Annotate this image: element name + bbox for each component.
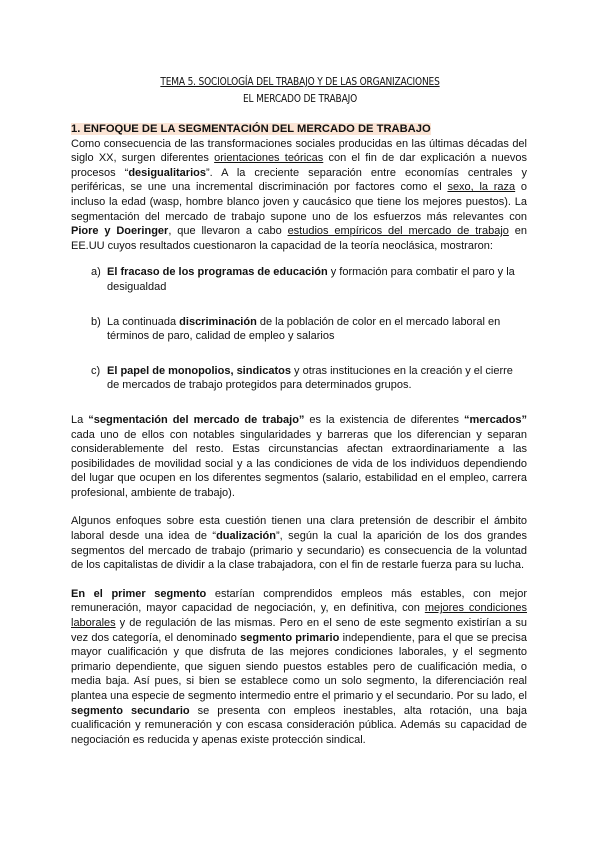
intro-paragraph (71, 137, 527, 254)
bold-term: “segmentación del mercado de trabajo” (88, 413, 305, 426)
text-run: , que llevaron a cabo (168, 225, 288, 238)
text-run: de la población de color en el mercado laboral en términos de paro, calidad de empleo y salarios (107, 315, 501, 343)
document-body (71, 122, 527, 747)
bold-term: segmento primario (240, 631, 340, 644)
list-item (71, 265, 527, 294)
bold-term: “mercados” (464, 413, 527, 426)
bold-term: En el primer segmento (71, 587, 207, 600)
text-run: ”, según la cual la aparición de los dos grandes segmentos del mercado de trabajo (primario y secundario) es consecuencia de la voluntad de los capitalistas de dividir a la clase trabajadora, con el fin de restarle fuerza para su lucha. (71, 530, 528, 572)
text-run: es la existencia de diferentes (304, 413, 465, 426)
bold-term: El papel de monopolios, sindicatos (107, 364, 291, 377)
document-subtitle-block (0, 93, 600, 105)
list-item (71, 364, 527, 393)
list-marker: c) (91, 364, 101, 377)
list-item (71, 315, 527, 344)
list-marker: a) (91, 266, 101, 279)
underlined-term: sexo, la raza (447, 181, 516, 194)
findings-list (71, 265, 527, 393)
document-title-block (0, 76, 600, 88)
text-run: independiente, para el que se precisa mayor cualificación y que disfruta de las mejores condiciones laborales, y el segmento primario dependiente, que siguen siendo puestos estables pero de cualificación media, o media baja. Así pues, si bien se establece como un solo segmento, la diferenciación real plantea una especie de segmento intermedio entre el primario y el secundario. Por su lado, el (71, 631, 527, 702)
dualization-paragraph (71, 514, 527, 572)
text-run: o incluso la edad (wasp, hombre blanco joven y caucásico que tiene los mejores puestos). La segmentación del mercado de trabajo supone uno de los esfuerzos más relevantes con (71, 181, 528, 223)
text-run: ”. A la creciente separación entre economías centrales y periféricas, se une una incremental discriminación por factores como el (71, 166, 527, 194)
text-run: La continuada (107, 315, 180, 328)
text-run: La (71, 413, 89, 426)
text-run: y formación para combatir el paro y la desigualdad (107, 266, 515, 293)
text-run: se presenta con empleos inestables, alta rotación, una baja cualificación y remuneración y con escasa consideración pública. Además su capacidad de negociación es reducida y apenas existe protección sindical. (71, 704, 527, 746)
text-run: y de regulación de las mismas. Pero en el seno de este segmento existirían a su vez dos categoría, el denominado (71, 617, 527, 644)
bold-term: desigualitarios (128, 166, 206, 179)
bold-term: El fracaso de los programas de educación (107, 266, 328, 279)
segmentation-paragraph (71, 413, 527, 501)
text-run: Algunos enfoques sobre esta cuestión tienen una clara pretensión de describir el ámbito laboral desde una idea de “ (71, 515, 527, 543)
text-run: y otras instituciones en la creación y el cierre de mercados de trabajo protegidos para determinados grupos. (107, 364, 513, 392)
text-run: estarían comprendidos empleos más estables, con mejor remuneración, mayor capacidad de negociación, y, en definitiva, con (71, 587, 528, 615)
bold-term: segmento secundario (71, 704, 190, 717)
bold-term: dualización (216, 530, 276, 543)
document-subtitle: EL MERCADO DE TRABAJO (242, 93, 358, 105)
underlined-term: estudios empíricos del mercado de trabajo (287, 225, 509, 238)
text-run: Como consecuencia de las transformaciones sociales producidas en las últimas décadas del siglo XX, surgen diferentes (71, 137, 527, 165)
underlined-term: mejores condiciones laborales (71, 602, 528, 630)
underlined-term: orientaciones teóricas (214, 152, 324, 165)
text-run: cada uno de ellos con notables singularidades y barreras que los diferencian y separan considerablemente del resto. Estas circunstancias afectan extraordinariamente a las posibilidades de movilidad social y a las condiciones de vida de los individuos dependiendo del lugar que ocupen en los diferentes segmentos (salario, estabilidad en el empleo, carrera profesional, ambiente de trabajo). (71, 428, 527, 499)
text-run: en EE.UU cuyos resultados cuestionaron la capacidad de la teoría neoclásica, mostraron: (71, 225, 527, 252)
section-heading (71, 122, 527, 137)
section-heading-text: 1. ENFOQUE DE LA SEGMENTACIÓN DEL MERCADO DE TRABAJO (71, 123, 431, 135)
bold-term: discriminación (179, 315, 257, 328)
document-title: TEMA 5. SOCIOLOGÍA DEL TRABAJO Y DE LAS ORGANIZACIONES (160, 76, 440, 88)
text-run: con el fin de dar explicación a nuevos procesos “ (71, 152, 527, 179)
segments-paragraph (71, 587, 527, 748)
list-marker: b) (91, 315, 101, 328)
bold-term: Piore y Doeringer (71, 225, 169, 238)
